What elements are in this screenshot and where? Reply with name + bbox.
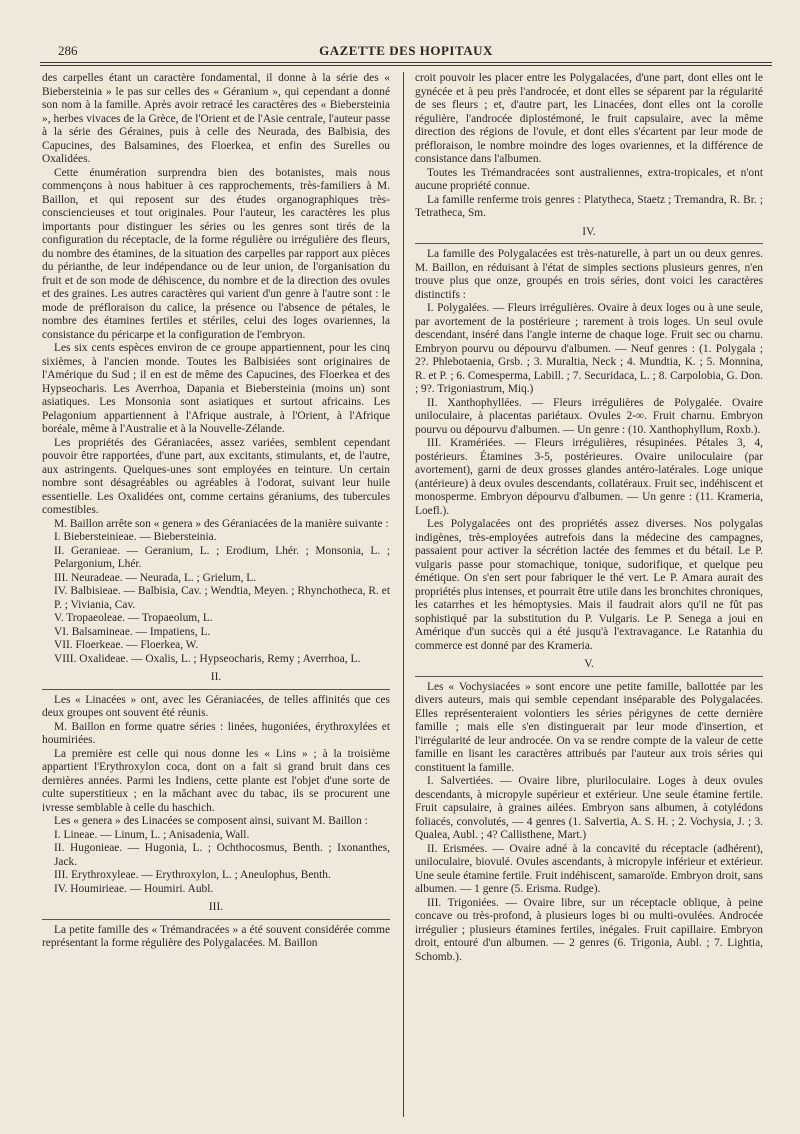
list-item: II. Hugonieae. — Hugonia, L. ; Ochthocosmus, Benth. ; Ixonanthes, Jack. (54, 842, 390, 868)
paragraph: Les « Linacées » ont, avec les Géraniacées, de telles affinités que ces deux groupes ont souvent été réunis. (42, 693, 390, 719)
column-divider (403, 72, 404, 1117)
paragraph: Les Polygalacées ont des propriétés assez diverses. Nos polygalas indigènes, très-employées autrefois dans la médecine des campagnes, passaient pour activer la sécrétion lactée des femmes et du bétail. Le P. vulgaris passe pour stomachique, tonique, sudorifique, et quelque peu émétique. On s'en sert pour fabriquer le thé vert. Le P. Amara aurait des propriétés plus intenses, et pourrait être utile dans les bronchites chroniques, les catarrhes et les hémoptysies. Mais il faudrait alors qu'il ne fût pas sophistiqué par la substitution du P. Vulgaris. Le P. Senega a joui en Amérique d'un succès qui a été jusqu'à l'extravagance. Le Ratanhia du commerce est donné par des Krameria. (415, 518, 763, 652)
running-title: GAZETTE DES HOPITAUX (319, 43, 493, 58)
section-heading (42, 671, 390, 690)
list-item: VI. Balsamineae. — Impatiens, L. (54, 625, 211, 638)
paragraph: Les propriétés des Géraniacées, assez variées, semblent cependant pouvoir être rapportées, d'une part, aux excitants, stimulants, et, de l'autre, aux astringents. Quelques-unes sont employées en teinture. Un certain nombre sont désagréables ou agréables à l'odorat, suivant leur huile essentielle. Les Oxalidées ont, comme certains géraniums, des tubercules comestibles. (42, 436, 390, 516)
paragraph: Les « genera » des Linacées se composent ainsi, suivant M. Baillon : (54, 815, 368, 827)
paragraph: III. Kramériées. — Fleurs irrégulières, résupinées. Pétales 3, 4, postérieurs. Étamines 3-5, postérieures. Ovaire uniloculaire (par avortement), garni de deux grosses glandes antéro-latérales. Loge unique (antérieure) à deux ovules descendants, collatéraux. Fruit sec, indéhiscent et monosperme. Embryon dépourvu d'albumen. — Un genre : (11. Krameria, Loefl.). (415, 437, 763, 517)
page-header (40, 40, 772, 62)
section-number: III. (208, 901, 224, 913)
paragraph: croit pouvoir les placer entre les Polygalacées, d'une part, dont elles ont le gynécée et à peu près l'androcée, et dont elles se séparent par la régularité de ses fleurs ; et, d'autre part, les Linacées, dont elles ont la corolle régulière, l'androcée diplostémoné, le fruit capsulaire, avec la même direction des régions de l'ovule, et dont elles s'écartent par leur mode de préfloraison, le nombre moindre des loges ovariennes, et la différence de consistance dans l'albumen. (415, 72, 763, 165)
list-item: VII. Floerkeae. — Floerkea, W. (54, 639, 199, 651)
header-rule-top (40, 62, 772, 63)
paragraph: I. Salvertiées. — Ovaire libre, pluriloculaire. Loges à deux ovules descendants, à micropyle supérieur et extérieur. Une seule étamine fertile. Fruit capsulaire, à graines ailées. Embryon sans albumen, à cotylédons foliacés, convolutés, — 4 genres (1. Salvertia, A. S. H. ; 2. Vochysia, J. ; 3. Qualea, Aubl. ; 4? Callisthene, Mart.) (415, 775, 763, 841)
list-item: IV. Balbisieae. — Balbisia, Cav. ; Wendtia, Meyen. ; Rhynchotheca, R. et P. ; Viviania, Cav. (54, 585, 390, 611)
paragraph: La famille renferme trois genres : Platytheca, Staetz ; Tremandra, R. Br. ; Tetratheca, Sm. (415, 193, 763, 219)
page-number: 286 (58, 43, 78, 58)
list-item: I. Lineae. — Linum, L. ; Anisadenia, Wall. (54, 828, 250, 841)
paragraph: II. Xanthophyllées. — Fleurs irrégulières de Polygalée. Ovaire uniloculaire, à placentas pariétaux. Ovules 2-∞. Fruit charnu. Embryon pourvu ou dépourvu d'albumen. — Un genre : (10. Xanthophyllum, Roxb.). (415, 396, 763, 436)
list-item: II. Geranieae. — Geranium, L. ; Erodium, Lhér. ; Monsonia, L. ; Pelargonium, Lhér. (54, 544, 390, 570)
list-item: III. Neuradeae. — Neurada, L. ; Grielum, L. (54, 571, 257, 584)
paragraph: I. Polygalées. — Fleurs irrégulières. Ovaire à deux loges ou à une seule, par avortement de la postérieure ; rarement à trois loges. Un seul ovule descendant, inséré dans l'angle interne de chaque loge. Fruit sec ou charnu. Embryon pourvu ou dépourvu d'albumen. — Neuf genres : (1. Polygala ; 2?. Phlebotaenia, Grsb. ; 3. Muraltia, Neck ; 4. Mundtia, K. ; 5. Monnina, R. et P. ; 6. Comesperma, Labill. ; 7. Securidaca, L. ; 8. Carpolobia, G. Don. ; 9?. Trigoniastrum, Miq.) (415, 302, 763, 395)
right-column (415, 72, 763, 1122)
section-heading (42, 901, 390, 920)
header-rule-bottom (40, 65, 772, 66)
list-item: III. Erythroxyleae. — Erythroxylon, L. ; Aneulophus, Benth. (54, 869, 331, 881)
paragraph: M. Baillon arrête son « genera » des Géraniacées de la manière suivante : (54, 517, 389, 530)
list-item: I. Biebersteinieae. — Biebersteinia. (54, 531, 217, 543)
paragraph: La petite famille des « Trémandracées » a été souvent considérée comme représentant la forme régulière des Polygalacées. M. Baillon (42, 923, 390, 949)
list-item: VIII. Oxalideae. — Oxalis, L. ; Hypseocharis, Remy ; Averrhoa, L. (54, 652, 361, 665)
paragraph: La famille des Polygalacées est très-naturelle, à part un ou deux genres. M. Baillon, en réduisant à l'état de simples sections plusieurs genres, n'en trouve plus que onze, groupés en trois séries, dont voici les caractères distinctifs : (415, 248, 763, 301)
paragraph: Les six cents espèces environ de ce groupe appartiennent, pour les cinq sixièmes, à l'ancien monde. Toutes les Balbisiées sont originaires de l'Amérique du Sud ; il en est de même des Capucines, des Floerkea et des Hypseocharis. Les Averrhoa, Dapania et Biebersteinia (moins un) sont asiatiques. Les Monsonia sont asiatiques et surtout africains. Les Pelagonium appartiennent à l'Afrique australe, à l'Orient, à l'Afrique boréale, même à l'Australie et à la Nouvelle-Zélande. (42, 342, 390, 435)
paragraph: La première est celle qui nous donne les « Lins » ; à la troisième appartient l'Erythroxylon coca, dont on a fait si grand bruit dans ces dernières années. Parmi les Indiens, cette plante est l'objet d'une sorte de culte superstitieux ; en la mâchant avec du tabac, ils se procurent une ivresse semblable à celle du haschich. (42, 747, 390, 814)
list-item: V. Tropaeoleae. — Tropaeolum, L. (54, 612, 213, 624)
paragraph: III. Trigoniées. — Ovaire libre, sur un réceptacle oblique, à peine concave ou très-profond, à plusieurs loges bi ou multi-ovulées. Androcée irrégulier ; plusieurs étamines fertiles, inégales. Fruit capillaire. Embryon droit, entouré d'un albumen. — 2 genres (6. Trigonia, Aubl. ; 7. Lightia, Schomb.). (415, 896, 763, 963)
paragraph: M. Baillon en forme quatre séries : linées, hugoniées, érythroxylées et houmiriées. (42, 720, 390, 746)
paragraph: Les « Vochysiacées » sont encore une petite famille, ballottée par les divers auteurs, mais qui semble cependant inséparable des Polygalacées. Elles représenteraient volontiers les séries périgynes de cette dernière famille ; mais elle s'en distinguerait par leur mode d'insertion, et l'irrégularité de leur androcée. On va se rendre compte de la valeur de cette famille en lisant les caractères attribués par l'auteur aux trois séries qui constituent la famille. (415, 680, 763, 774)
section-number: V. (584, 658, 594, 670)
list-item: IV. Houmirieae. — Houmiri. Aubl. (54, 882, 214, 895)
paragraph: des carpelles étant un caractère fondamental, il donne à la série des « Biebersteinia » le pas sur celles des « Géranium », qui cependant a donné son nom à la famille. Après avoir retracé les caractères des « Biebersteinia », herbes vivaces de la Grèce, de l'Orient et de l'Asie centrale, l'auteur passe à la série des Géraines, puis à celle des Neurada, des Balbisia, des Capucines, des Balsamines, des Floerkea, et enfin des Surelles ou Oxalidées. (42, 72, 390, 165)
section-number: IV. (582, 225, 596, 238)
section-number: II. (210, 671, 222, 683)
paragraph: Toutes les Trémandracées sont australiennes, extra-tropicales, et n'ont aucune propriété connue. (415, 166, 763, 192)
left-column (42, 72, 390, 1122)
paragraph: Cette énumération surprendra bien des botanistes, mais nous commençons à nous habituer à ces rapprochements, très-familiers à M. Baillon, et qui reposent sur des études organographiques très-consciencieuses et tout originales. Pour l'auteur, les caractères les plus importants pour distinguer les séries ou les genres sont tirés de la configuration du réceptacle, de la forme régulière ou irrégulière des fleurs, du nombre des étamines, de la situation des carpelles par rapport aux pièces du périanthe, de leur indépendance ou de leur union, de l'organisation du fruit et de son mode de déhiscence, du nombre et de la direction des ovules et des graines. Les autres caractères qui varient d'un genre à l'autre sont : le mode de préfloraison du calice, la présence ou l'absence de pétales, le nombre des étamines fertiles et stériles, celui des loges ovariennes, la consistance du péricarpe et la configuration de l'embryon. (42, 166, 390, 341)
section-heading (415, 658, 763, 677)
section-heading (415, 226, 763, 245)
paragraph: II. Erismées. — Ovaire adné à la concavité du réceptacle (adhérent), uniloculaire, biovulé. Ovules ascendants, à micropyle inférieur et extérieur. Une seule étamine fertile. Fruit indéhiscent, samaroïde. Embryon droit, sans albumen. — 1 genre (5. Erisma. Rudge). (415, 842, 763, 895)
